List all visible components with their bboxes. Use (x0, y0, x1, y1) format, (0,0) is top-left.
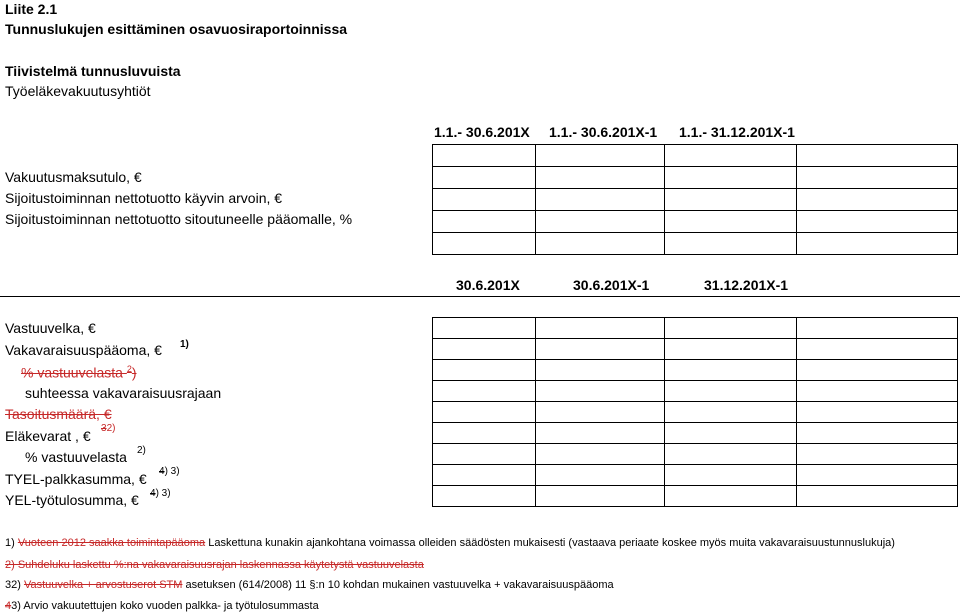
struck-row-label (5, 364, 137, 381)
table-cell[interactable] (535, 402, 664, 423)
table-cell[interactable] (664, 486, 797, 507)
period-header-1: 1.1.- 30.6.201X (434, 124, 530, 140)
period-header-2: 1.1.- 30.6.201X-1 (549, 124, 658, 140)
footnote-number: 3) (11, 600, 21, 612)
footnote-ref-group (159, 466, 180, 477)
footnote-struck-text: Vastuuvelka + arvostuserot STM (23, 579, 183, 591)
footnote-ref-new: 2) (106, 423, 116, 434)
table-cell[interactable] (664, 233, 797, 255)
balance-table (432, 317, 958, 507)
table-cell[interactable] (535, 145, 664, 167)
table-cell[interactable] (664, 167, 797, 189)
table-cell[interactable] (535, 381, 664, 402)
footnote-ref-group (150, 488, 171, 499)
table-cell[interactable] (664, 444, 797, 465)
footnote-ref-new: ) 3) (164, 466, 180, 477)
balance-row-label: Vakavaraisuuspääoma, € (5, 342, 162, 358)
footnote-number: 1) (5, 537, 15, 549)
footnote-ref-old: 3 (101, 423, 107, 434)
balance-row-label: TYEL-palkkasumma, € (5, 471, 147, 487)
table-cell[interactable] (797, 360, 958, 381)
table-cell[interactable] (797, 189, 958, 211)
table-cell[interactable] (797, 211, 958, 233)
balance-row-label: suhteessa vakavaraisuusrajaan (25, 385, 222, 401)
table-cell[interactable] (797, 318, 958, 339)
income-table (432, 144, 958, 255)
table-cell[interactable] (433, 444, 536, 465)
table-cell[interactable] (433, 233, 536, 255)
table-cell[interactable] (535, 211, 664, 233)
table-cell[interactable] (535, 167, 664, 189)
company-type: Työeläkevakuutusyhtiöt (5, 83, 151, 99)
table-cell[interactable] (797, 444, 958, 465)
table-cell[interactable] (664, 360, 797, 381)
footnote-number-struck: 4 (5, 600, 12, 612)
table-cell[interactable] (433, 339, 536, 360)
struck-label-text: % vastuuvelasta (21, 364, 123, 381)
table-cell[interactable] (664, 381, 797, 402)
summary-title: Tiivistelmä tunnusluvuista (5, 63, 181, 79)
footnote-ref-new: ) 3) (155, 488, 171, 499)
table-cell[interactable] (797, 233, 958, 255)
table-cell[interactable] (535, 486, 664, 507)
table-cell[interactable] (797, 423, 958, 444)
struck-row-label: Tasoitusmäärä, € (5, 406, 112, 422)
document-title: Tunnuslukujen esittäminen osavuosiraportoinnissa (5, 21, 348, 37)
table-cell[interactable] (433, 360, 536, 381)
footnote-ref-close: ) (131, 364, 137, 381)
income-row-label: Sijoitustoiminnan nettotuotto sitoutuneelle pääomalle, % (5, 211, 353, 227)
table-cell[interactable] (433, 423, 536, 444)
table-cell[interactable] (797, 339, 958, 360)
table-cell[interactable] (433, 465, 536, 486)
footnote-1 (5, 537, 895, 549)
balance-row-label: Vastuuvelka, € (5, 320, 96, 336)
balance-row-label: % vastuuvelasta (25, 449, 127, 465)
table-cell[interactable] (433, 402, 536, 423)
footnote-ref: 2 (126, 364, 132, 374)
footnote-text: Laskettuna kunakin ajankohtana voimassa olleiden säädösten mukaisesti (vastaava periaate koskee myös muita vakavaraisuustunnuslukuja) (208, 537, 895, 549)
income-row-label: Vakuutusmaksutulo, € (5, 169, 142, 185)
footnote-3 (5, 579, 614, 591)
footnote-ref: 1) (180, 339, 189, 350)
income-row-label: Sijoitustoiminnan nettotuotto käyvin arvoin, € (5, 190, 283, 206)
date-header-3: 31.12.201X-1 (704, 277, 789, 293)
table-cell[interactable] (535, 360, 664, 381)
table-cell[interactable] (664, 423, 797, 444)
footnote-ref-old: 4 (159, 466, 165, 477)
footnote-struck-text: Vuoteen 2012 saakka toimintapääoma (17, 537, 206, 549)
table-cell[interactable] (433, 486, 536, 507)
period-header-3: 1.1.- 31.12.201X-1 (679, 124, 795, 140)
footnote-2: 2) Suhdeluku laskettu %:na vakavaraisuusrajan laskennassa käytetystä vastuuvelasta (5, 559, 424, 571)
table-cell[interactable] (797, 167, 958, 189)
footnote-ref: 2) (137, 445, 146, 456)
balance-row-label: YEL-työtulosumma, € (5, 492, 139, 508)
table-cell[interactable] (433, 381, 536, 402)
table-cell[interactable] (535, 318, 664, 339)
table-cell[interactable] (535, 465, 664, 486)
footnote-4 (5, 600, 319, 612)
table-cell[interactable] (664, 402, 797, 423)
date-header-1: 30.6.201X (456, 277, 520, 293)
table-cell[interactable] (664, 465, 797, 486)
table-cell[interactable] (664, 145, 797, 167)
footnote-text: asetuksen (614/2008) 11 §:n 10 kohdan mukainen vastuuvelka + vakavaraisuuspääoma (185, 579, 614, 591)
table-cell[interactable] (433, 145, 536, 167)
table-cell[interactable] (433, 211, 536, 233)
table-cell[interactable] (797, 486, 958, 507)
appendix-label: Liite 2.1 (5, 1, 58, 17)
table-cell[interactable] (797, 145, 958, 167)
table-cell[interactable] (797, 465, 958, 486)
footnote-number: 32) (5, 579, 21, 591)
table-cell[interactable] (535, 423, 664, 444)
divider (0, 296, 960, 297)
footnote-text: Arvio vakuutettujen koko vuoden palkka- ja työtulosummasta (23, 600, 319, 612)
table-cell[interactable] (664, 339, 797, 360)
footnote-ref-group (101, 423, 115, 434)
table-cell[interactable] (797, 381, 958, 402)
table-cell[interactable] (433, 318, 536, 339)
table-cell[interactable] (535, 339, 664, 360)
table-cell[interactable] (535, 233, 664, 255)
table-cell[interactable] (535, 444, 664, 465)
table-cell[interactable] (433, 167, 536, 189)
balance-row-label: Eläkevarat , € (5, 428, 91, 444)
date-header-2: 30.6.201X-1 (573, 277, 650, 293)
footnote-ref-old: 4 (150, 488, 156, 499)
table-cell[interactable] (664, 318, 797, 339)
table-cell[interactable] (797, 402, 958, 423)
table-cell[interactable] (664, 189, 797, 211)
table-cell[interactable] (433, 189, 536, 211)
table-cell[interactable] (535, 189, 664, 211)
table-cell[interactable] (664, 211, 797, 233)
